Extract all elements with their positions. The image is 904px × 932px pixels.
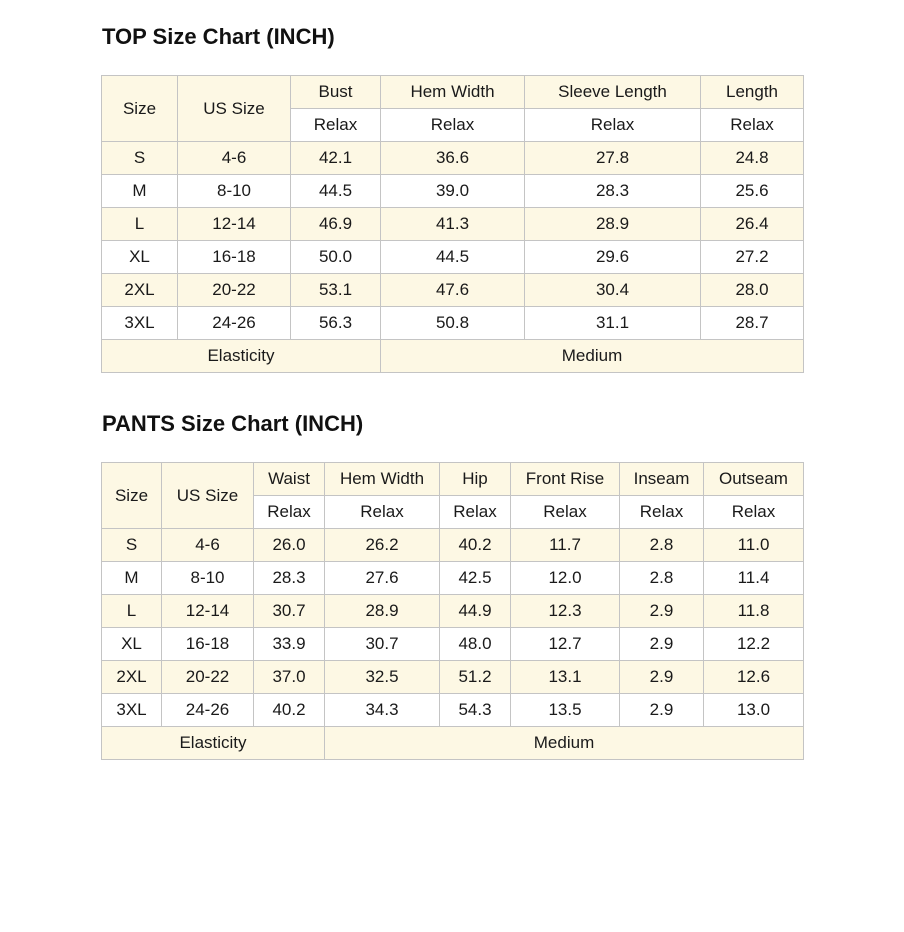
value-cell: 47.6 [381,274,525,307]
value-cell: 34.3 [325,694,440,727]
table-header-row [102,463,804,496]
us-size-cell: 20-22 [162,661,254,694]
size-header: Size [102,463,162,529]
table-row [102,694,804,727]
value-cell: 51.2 [440,661,511,694]
value-cell: 12.6 [704,661,804,694]
fit-subheader: Relax [701,109,804,142]
hem-width-header: Hem Width [381,76,525,109]
value-cell: 48.0 [440,628,511,661]
elasticity-value: Medium [325,727,804,760]
size-cell: M [102,562,162,595]
front-rise-header: Front Rise [511,463,620,496]
size-cell: 3XL [102,307,178,340]
us-size-cell: 8-10 [178,175,291,208]
value-cell: 42.1 [291,142,381,175]
pants-chart-title: PANTS Size Chart (INCH) [102,411,364,436]
value-cell: 46.9 [291,208,381,241]
size-cell: S [102,529,162,562]
value-cell: 13.0 [704,694,804,727]
value-cell: 28.0 [701,274,804,307]
us-size-cell: 24-26 [178,307,291,340]
value-cell: 25.6 [701,175,804,208]
waist-header: Waist [254,463,325,496]
value-cell: 32.5 [325,661,440,694]
top-chart-title: TOP Size Chart (INCH) [102,24,335,49]
us-size-header: US Size [178,76,291,142]
value-cell: 11.0 [704,529,804,562]
us-size-cell: 12-14 [162,595,254,628]
us-size-cell: 16-18 [162,628,254,661]
value-cell: 56.3 [291,307,381,340]
us-size-cell: 12-14 [178,208,291,241]
table-row [102,241,804,274]
elasticity-label: Elasticity [102,340,381,373]
value-cell: 2.9 [620,628,704,661]
table-row [102,529,804,562]
value-cell: 13.1 [511,661,620,694]
us-size-cell: 20-22 [178,274,291,307]
value-cell: 40.2 [254,694,325,727]
hip-header: Hip [440,463,511,496]
value-cell: 12.0 [511,562,620,595]
value-cell: 44.5 [381,241,525,274]
us-size-header: US Size [162,463,254,529]
value-cell: 12.2 [704,628,804,661]
elasticity-row [102,340,804,373]
table-row [102,562,804,595]
value-cell: 44.9 [440,595,511,628]
value-cell: 27.6 [325,562,440,595]
table-header-row [102,76,804,109]
pants-size-table [101,462,804,760]
us-size-cell: 24-26 [162,694,254,727]
value-cell: 36.6 [381,142,525,175]
elasticity-row [102,727,804,760]
fit-subheader: Relax [291,109,381,142]
inseam-header: Inseam [620,463,704,496]
fit-subheader: Relax [525,109,701,142]
value-cell: 2.8 [620,529,704,562]
table-row [102,175,804,208]
value-cell: 11.7 [511,529,620,562]
value-cell: 26.4 [701,208,804,241]
value-cell: 11.8 [704,595,804,628]
value-cell: 30.7 [254,595,325,628]
us-size-cell: 8-10 [162,562,254,595]
value-cell: 30.4 [525,274,701,307]
value-cell: 13.5 [511,694,620,727]
fit-subheader: Relax [381,109,525,142]
table-row [102,661,804,694]
value-cell: 31.1 [525,307,701,340]
hem-width-header: Hem Width [325,463,440,496]
value-cell: 27.8 [525,142,701,175]
value-cell: 2.9 [620,694,704,727]
value-cell: 2.8 [620,562,704,595]
size-cell: L [102,595,162,628]
fit-subheader: Relax [620,496,704,529]
value-cell: 54.3 [440,694,511,727]
size-header: Size [102,76,178,142]
fit-subheader: Relax [325,496,440,529]
value-cell: 42.5 [440,562,511,595]
value-cell: 26.0 [254,529,325,562]
us-size-cell: 4-6 [162,529,254,562]
sleeve-length-header: Sleeve Length [525,76,701,109]
value-cell: 28.3 [525,175,701,208]
table-row [102,274,804,307]
value-cell: 26.2 [325,529,440,562]
fit-subheader: Relax [254,496,325,529]
value-cell: 29.6 [525,241,701,274]
value-cell: 2.9 [620,595,704,628]
us-size-cell: 4-6 [178,142,291,175]
us-size-cell: 16-18 [178,241,291,274]
bust-header: Bust [291,76,381,109]
table-row [102,142,804,175]
value-cell: 2.9 [620,661,704,694]
value-cell: 27.2 [701,241,804,274]
table-row [102,208,804,241]
value-cell: 28.7 [701,307,804,340]
value-cell: 50.8 [381,307,525,340]
value-cell: 37.0 [254,661,325,694]
value-cell: 28.9 [325,595,440,628]
value-cell: 39.0 [381,175,525,208]
value-cell: 12.7 [511,628,620,661]
size-cell: 3XL [102,694,162,727]
size-cell: 2XL [102,274,178,307]
outseam-header: Outseam [704,463,804,496]
value-cell: 28.9 [525,208,701,241]
elasticity-value: Medium [381,340,804,373]
size-cell: S [102,142,178,175]
size-cell: M [102,175,178,208]
table-row [102,595,804,628]
size-cell: L [102,208,178,241]
value-cell: 44.5 [291,175,381,208]
value-cell: 30.7 [325,628,440,661]
table-row [102,628,804,661]
value-cell: 50.0 [291,241,381,274]
size-cell: 2XL [102,661,162,694]
fit-subheader: Relax [511,496,620,529]
value-cell: 41.3 [381,208,525,241]
value-cell: 53.1 [291,274,381,307]
value-cell: 11.4 [704,562,804,595]
size-cell: XL [102,241,178,274]
value-cell: 12.3 [511,595,620,628]
top-size-table [101,75,804,373]
length-header: Length [701,76,804,109]
elasticity-label: Elasticity [102,727,325,760]
value-cell: 28.3 [254,562,325,595]
fit-subheader: Relax [440,496,511,529]
size-cell: XL [102,628,162,661]
fit-subheader: Relax [704,496,804,529]
value-cell: 33.9 [254,628,325,661]
table-row [102,307,804,340]
value-cell: 40.2 [440,529,511,562]
value-cell: 24.8 [701,142,804,175]
